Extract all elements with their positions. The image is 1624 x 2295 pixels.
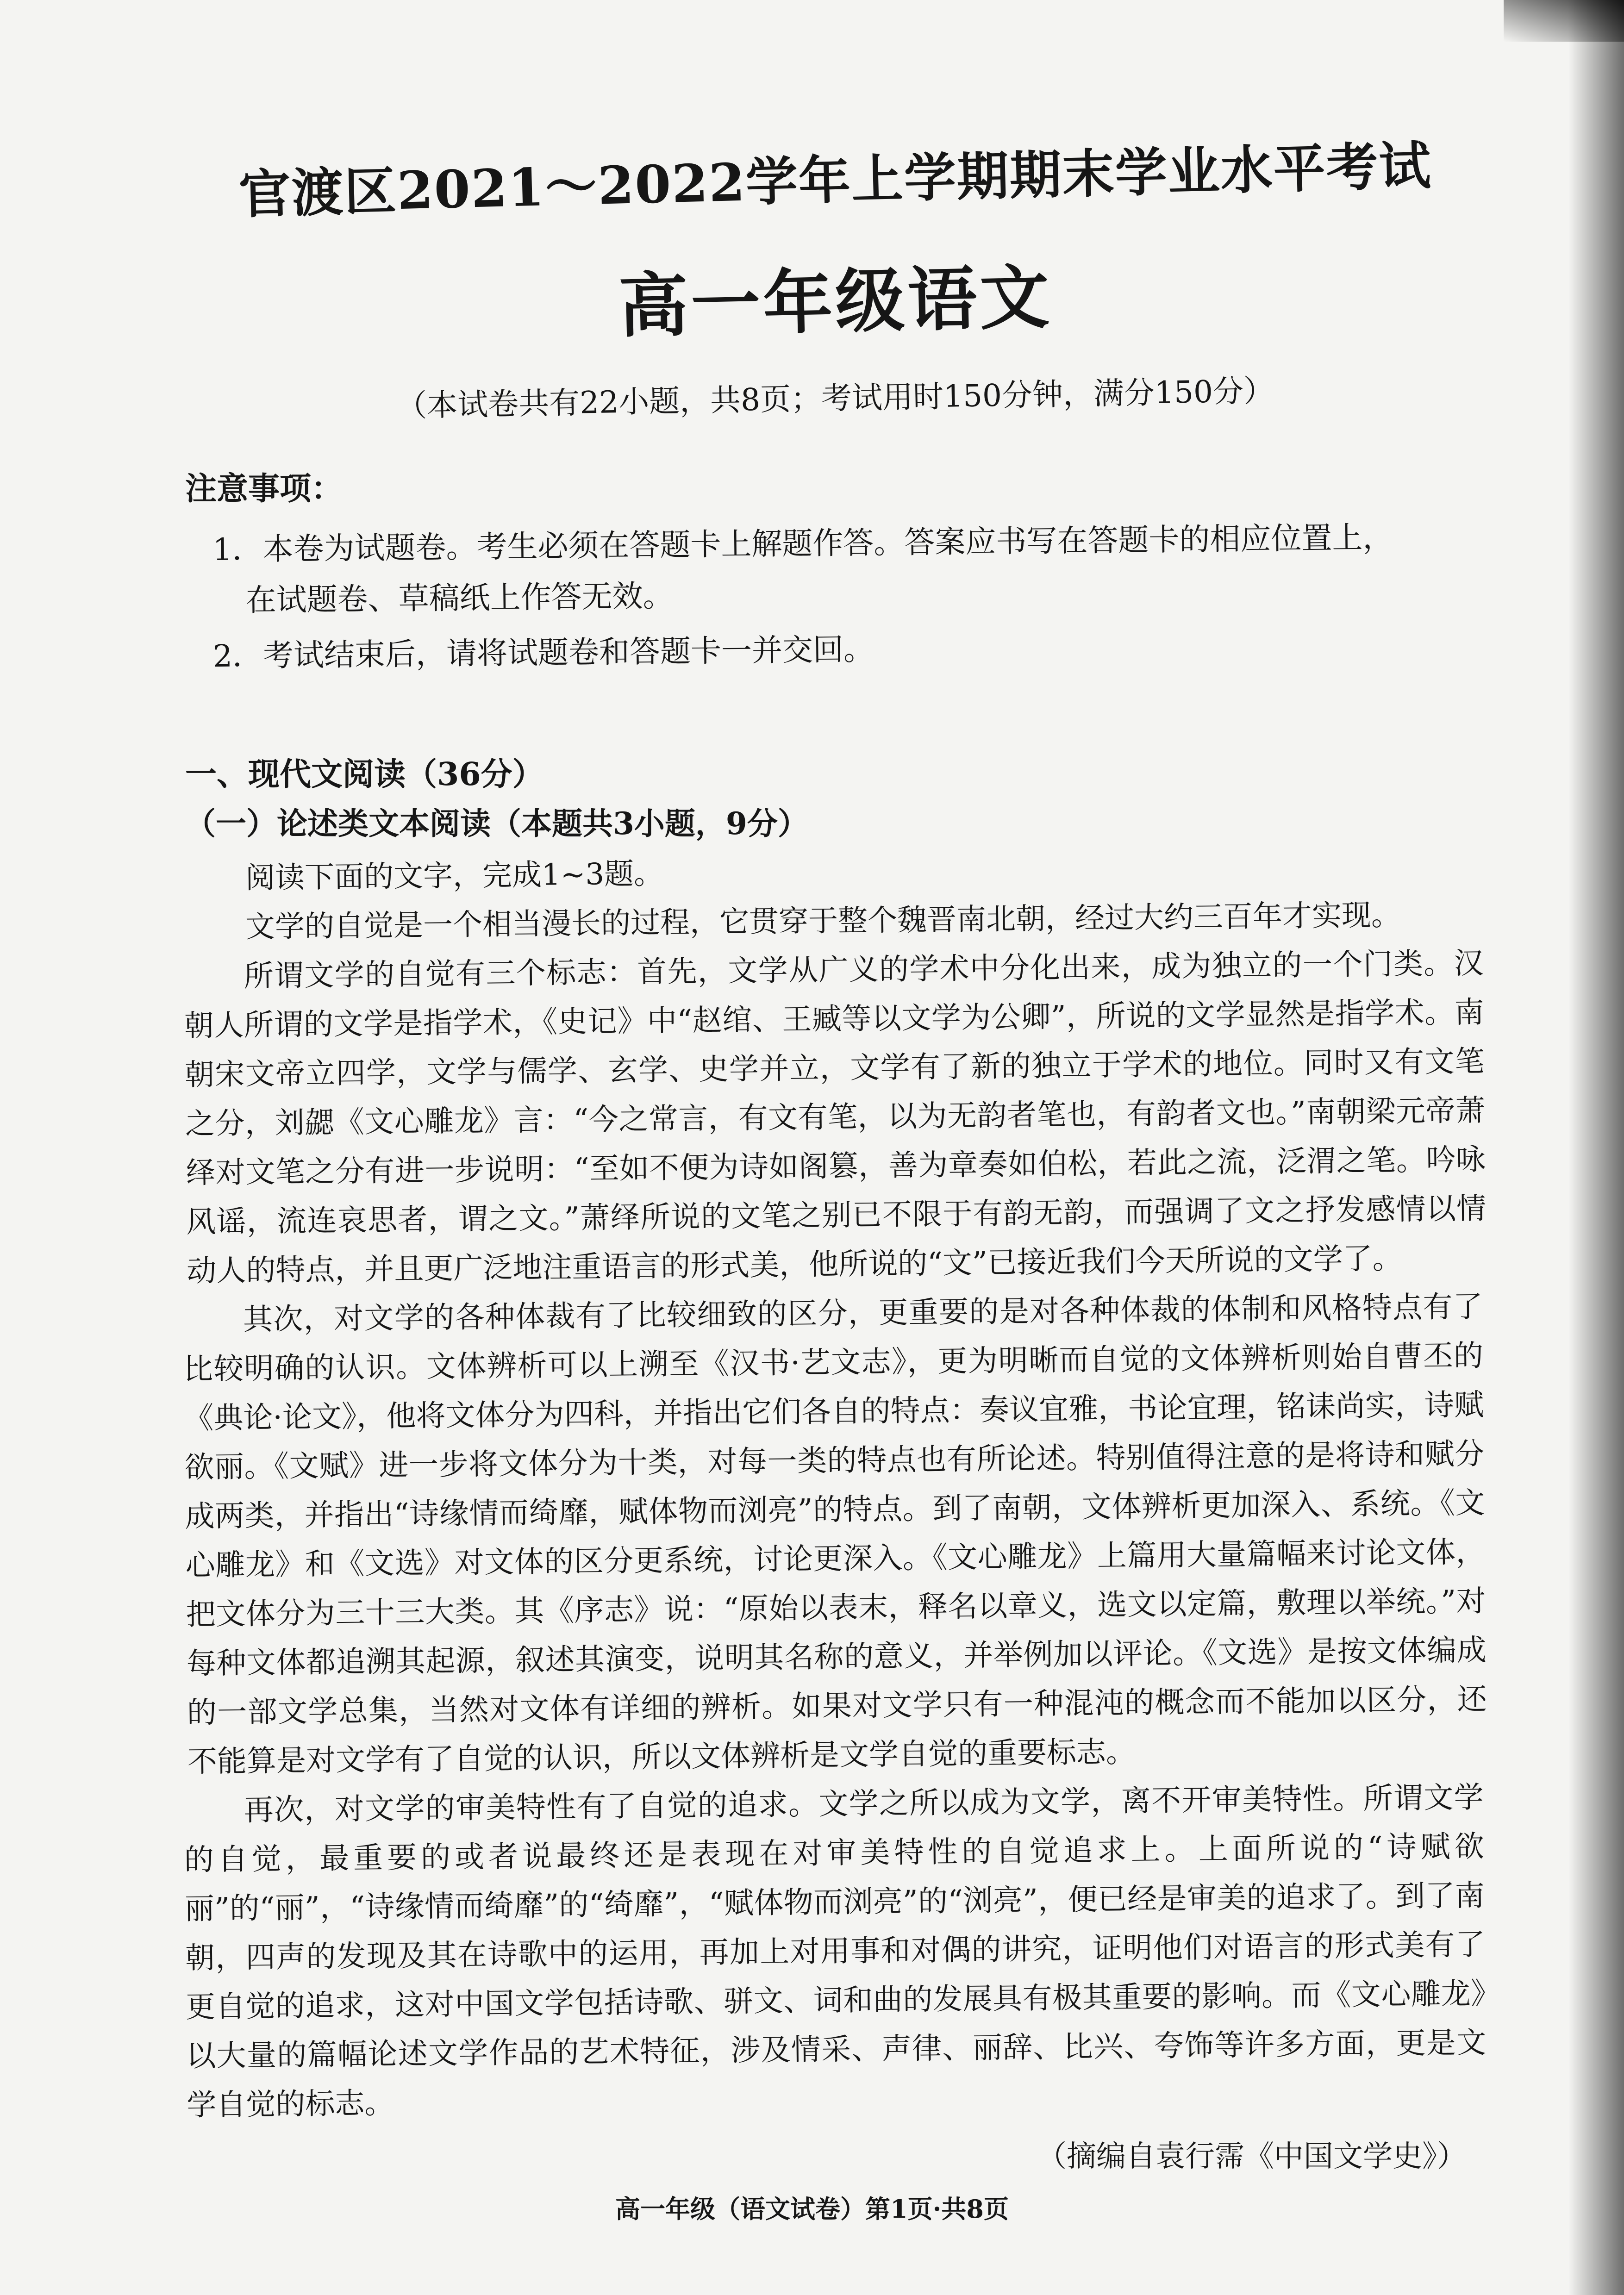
scan-corner-shadow: [1504, 0, 1624, 42]
notice-item: [185, 511, 1486, 626]
exam-subject-title: 高一年级语文: [618, 256, 1053, 347]
passage-paragraph: 文学的自觉是一个相当漫长的过程，它贯穿于整个魏晋南北朝，经过大约三百年才实现。: [245, 898, 1401, 945]
passage-paragraph: 所谓文学的自觉有三个标志：首先，文学从广义的学术中分化出来，成为独立的一个门类。汉朝人所谓的文学是指学术，《史记》中“赵绾、王臧等以文学为公卿”，所说的文学显然是指学术。南朝宋文帝立四学，文学与儒学、玄学、史学并立，文学有了新的独立于学术的地位。同时又有文笔之分，刘勰《文心雕龙》言：“今之常言，有文有笔，以为无韵者笔也，有韵者文也。”南朝梁元帝萧绎对文笔之分有进一步说明：“至如不便为诗如阁篡，善为章奏如伯松，若此之流，泛渭之笔。吟咏风谣，流连哀思者，谓之文。”萧绎所说的文笔之别已不限于有韵无韵，而强调了文之抒发感情以情动人的特点，并且更广泛地注重语言的形式美，他所说的“文”已接近我们今天所说的文学了。: [184, 946, 1487, 1289]
exam-title: 官渡区2021～2022学年上学期期末学业水平考试: [238, 135, 1433, 225]
scan-edge-shadow: [1568, 0, 1624, 2295]
notice-item: [185, 617, 1486, 682]
section-reading: [185, 749, 1485, 2175]
notice-heading: 注意事项：: [185, 470, 343, 507]
notice-item-number: 2．: [212, 637, 263, 674]
reading-instruction: 阅读下面的文字，完成1~3题。: [245, 856, 664, 896]
section-heading: 一、现代文阅读（36分）: [185, 756, 544, 793]
notice-block: [185, 464, 1485, 675]
page-footer: 高一年级（语文试卷）第1页·共8页: [615, 2194, 1009, 2224]
notice-item-number: 1．: [212, 531, 263, 568]
notice-item-text: 本卷为试题卷。考生必须在答题卡上解题作答。答案应书写在答题卡的相应位置上，: [262, 519, 1393, 567]
exam-info: （本试卷共有22小题，共8页；考试用时150分钟，满分150分）: [396, 373, 1274, 424]
passage-source: （摘编自袁行霈《中国文学史》）: [1037, 2139, 1467, 2174]
passage-paragraph: 再次，对文学的审美特性有了自觉的追求。文学之所以成为文学，离不开审美特性。所谓文学的自觉，最重要的或者说最终还是表现在对审美特性的自觉追求上。上面所说的“诗赋欲丽”的“丽”，“诗缘情而绮靡”的“绮靡”，“赋体物而浏亮”的“浏亮”，便已经是审美的追求了。到了南朝，四声的发现及其在诗歌中的运用，再加上对用事和对偶的讲究，证明他们对语言的形式美有了更自觉的追求，这对中国文学包括诗歌、骈文、词和曲的发展具有极其重要的影响。而《文心雕龙》以大量的篇幅论述文学作品的艺术特征，涉及情采、声律、丽辞、比兴、夸饰等许多方面，更是文学自觉的标志。: [184, 1780, 1487, 2123]
notice-item-continuation: 在试题卷、草稿纸上作答无效。: [245, 578, 674, 618]
passage-paragraph: 其次，对文学的各种体裁有了比较细致的区分，更重要的是对各种体裁的体制和风格特点有了比较明确的认识。文体辨析可以上溯至《汉书·艺文志》，更为明晰而自觉的文体辨析则始自曹丕的《典论·论文》，他将文体分为四科，并指出它们各自的特点：奏议宜雅，书论宜理，铭诔尚实，诗赋欲丽。《文赋》进一步将文体分为十类，对每一类的特点也有所论述。特别值得注意的是将诗和赋分成两类，并指出“诗缘情而绮靡，赋体物而浏亮”的特点。到了南朝，文体辨析更加深入、系统。《文心雕龙》和《文选》对文体的区分更系统，讨论更深入。《文心雕龙》上篇用大量篇幅来讨论文体，把文体分为三十三大类。其《序志》说：“原始以表末，释名以章义，选文以定篇，敷理以举统。”对每种文体都追溯其起源，叙述其演变，说明其名称的意义，并举例加以评论。《文选》是按文体编成的一部文学总集，当然对文体有详细的辨析。如果对文学只有一种混沌的概念而不能加以区分，还不能算是对文学有了自觉的认识，所以文体辨析是文学自觉的重要标志。: [183, 1290, 1487, 1779]
subsection-heading: （一）论述类文本阅读（本题共3小题，9分）: [185, 805, 808, 842]
notice-item-text: 考试结束后，请将试题卷和答题卡一并交回。: [262, 631, 874, 674]
